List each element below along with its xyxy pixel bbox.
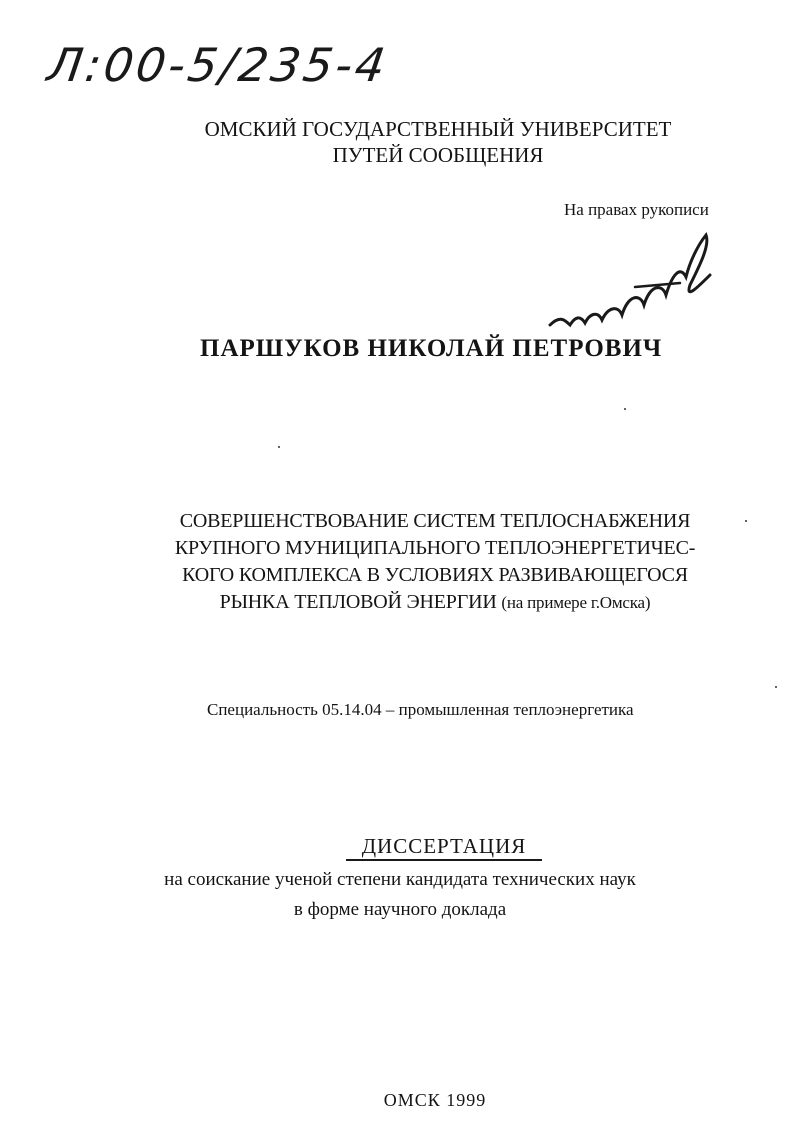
title-line-4-sub: (на примере г.Омска) bbox=[501, 593, 651, 612]
degree-statement bbox=[120, 865, 680, 925]
organization-line-2: ПУТЕЙ СООБЩЕНИЯ bbox=[332, 143, 544, 167]
title-line-1: СОВЕРШЕНСТВОВАНИЕ СИСТЕМ ТЕПЛОСНАБЖЕНИЯ bbox=[179, 510, 691, 532]
manuscript-rights-label: На правах рукописи bbox=[564, 200, 709, 219]
dissertation-title bbox=[155, 508, 715, 616]
specialty-line: Специальность 05.14.04 – промышленная теплоэнергетика bbox=[207, 700, 634, 719]
archive-code: Л:00-5/235-4 bbox=[44, 38, 392, 92]
title-line-2: КРУПНОГО МУНИЦИПАЛЬНОГО ТЕПЛОЭНЕРГЕТИЧЕС- bbox=[174, 537, 696, 559]
scan-speck bbox=[745, 520, 747, 522]
scan-speck bbox=[278, 446, 280, 448]
scan-speck bbox=[775, 686, 777, 688]
document-type-heading: ДИССЕРТАЦИЯ bbox=[346, 833, 542, 861]
title-line-4 bbox=[155, 589, 715, 616]
title-line-4-main: РЫНКА ТЕПЛОВОЙ ЭНЕРГИИ bbox=[219, 591, 497, 613]
organization-line-1: ОМСКИЙ ГОСУДАРСТВЕННЫЙ УНИВЕРСИТЕТ bbox=[204, 117, 672, 141]
degree-line-1: на соискание ученой степени кандидата технических наук bbox=[164, 869, 636, 890]
degree-line-2: в форме научного доклада bbox=[293, 899, 507, 920]
city-year: ОМСК 1999 bbox=[383, 1090, 487, 1110]
author-name: ПАРШУКОВ НИКОЛАЙ ПЕТРОВИЧ bbox=[200, 335, 663, 362]
scan-speck bbox=[624, 408, 626, 410]
title-line-3: КОГО КОМПЛЕКСА В УСЛОВИЯХ РАЗВИВАЮЩЕГОСЯ bbox=[182, 564, 688, 586]
handwritten-signature bbox=[540, 225, 730, 345]
